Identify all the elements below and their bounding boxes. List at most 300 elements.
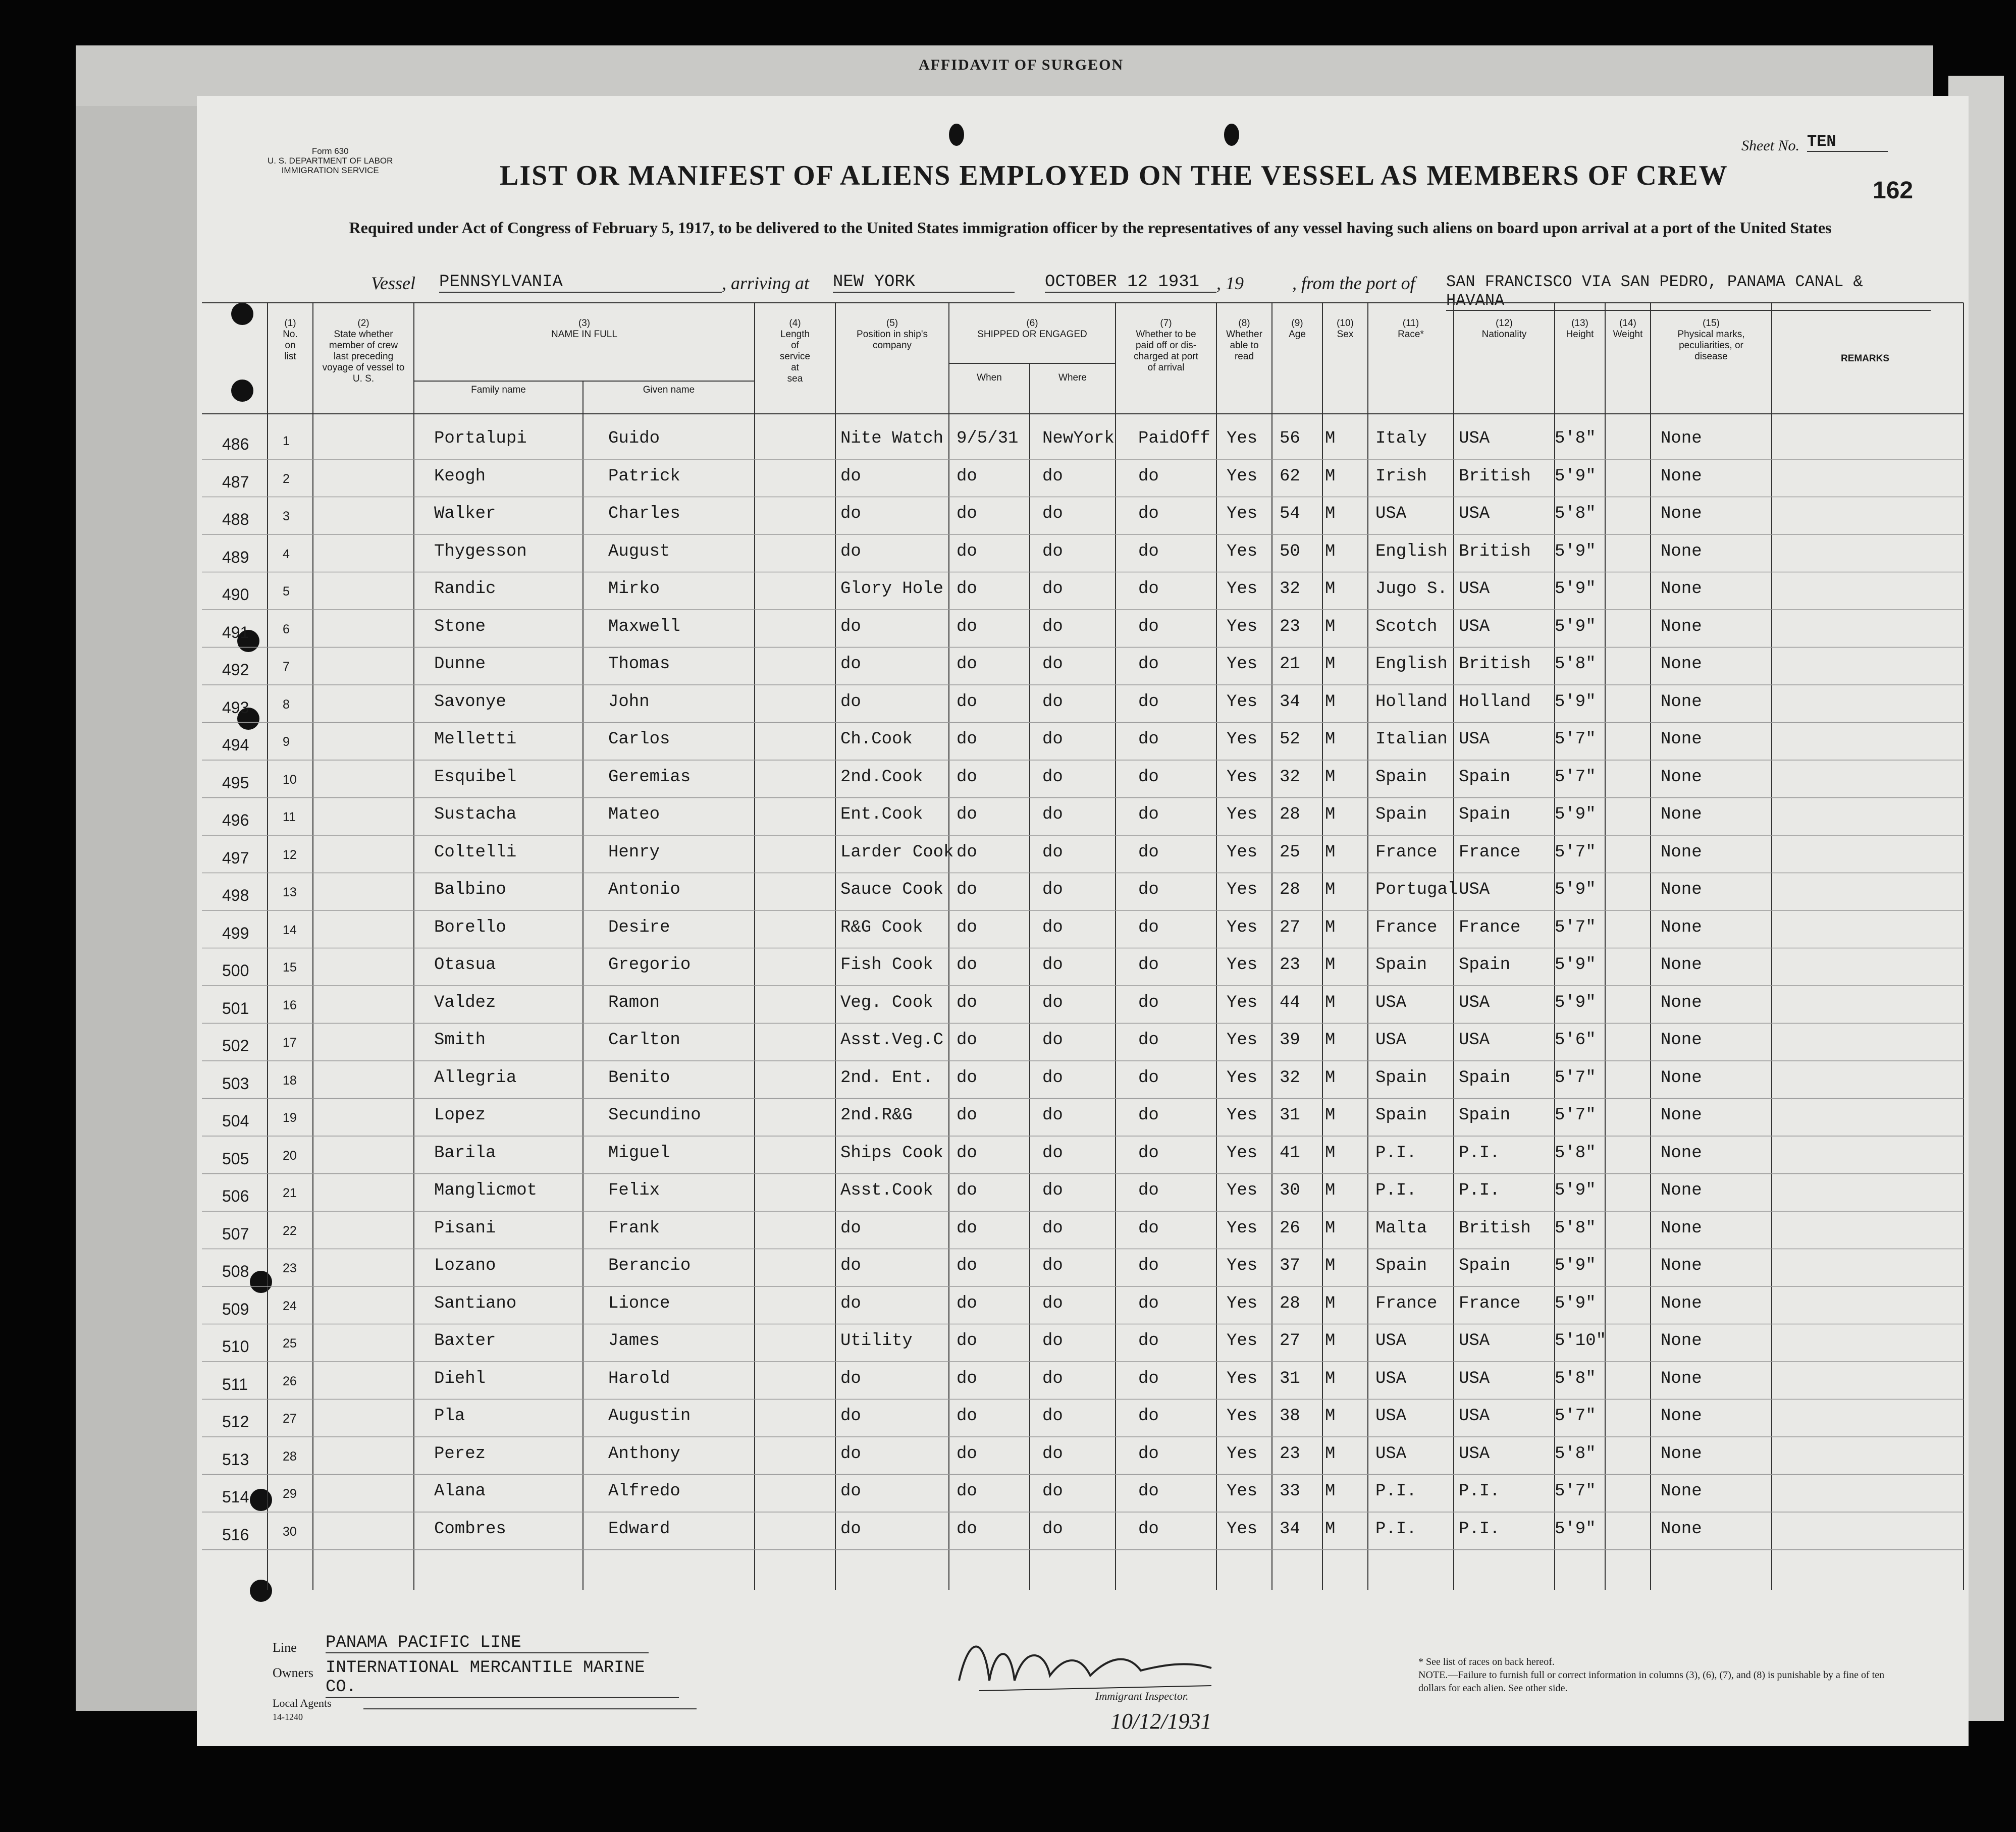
given-name-cell: Gregorio	[608, 955, 691, 975]
family-name-cell: Walker	[434, 504, 496, 523]
height-cell: 5'7"	[1555, 1106, 1596, 1125]
family-name-cell: Borello	[434, 918, 506, 937]
position-cell: do	[840, 1256, 861, 1275]
shipping-line: PANAMA PACIFIC LINE	[326, 1633, 649, 1653]
position-cell: R&G Cook	[840, 918, 923, 937]
race-cell: Spain	[1375, 1256, 1427, 1275]
paid-off-cell: do	[1138, 692, 1159, 712]
shipped-when-cell: do	[957, 466, 977, 486]
nationality-cell: USA	[1459, 1407, 1490, 1426]
family-name-cell: Pisani	[434, 1218, 496, 1238]
physical-marks-cell: None	[1661, 805, 1702, 824]
given-name-cell: Mirko	[608, 579, 660, 599]
family-name-cell: Savonye	[434, 692, 506, 712]
able-to-read-cell: Yes	[1227, 1031, 1258, 1050]
age-cell: 30	[1280, 1181, 1300, 1200]
height-cell: 5'8"	[1555, 655, 1596, 674]
family-name-cell: Thygesson	[434, 542, 527, 561]
sex-cell: M	[1325, 655, 1336, 674]
shipped-where-cell: do	[1042, 692, 1063, 712]
line-number: 509	[222, 1300, 249, 1318]
physical-marks-cell: None	[1661, 504, 1702, 523]
shipped-when-cell: do	[957, 993, 977, 1012]
position-cell: do	[840, 692, 861, 712]
paid-off-cell: do	[1138, 842, 1159, 862]
physical-marks-cell: None	[1661, 655, 1702, 674]
line-number: 504	[222, 1112, 249, 1130]
height-cell: 5'7"	[1555, 1482, 1596, 1501]
nationality-cell: USA	[1459, 730, 1490, 749]
arrival-port: NEW YORK	[833, 273, 1015, 293]
shipped-when-cell: do	[957, 1143, 977, 1163]
given-name-cell: Ramon	[608, 993, 660, 1012]
physical-marks-cell: None	[1661, 1256, 1702, 1275]
line-number: 496	[222, 811, 249, 829]
race-cell: P.I.	[1375, 1519, 1417, 1539]
family-name-cell: Lopez	[434, 1106, 486, 1125]
paid-off-cell: do	[1138, 1294, 1159, 1313]
sex-cell: M	[1325, 955, 1336, 975]
signature-date: 10/12/1931	[1110, 1709, 1212, 1734]
sex-cell: M	[1325, 1519, 1336, 1539]
position-cell: Utility	[840, 1331, 913, 1351]
position-cell: do	[840, 1369, 861, 1388]
paid-off-cell: do	[1138, 542, 1159, 561]
physical-marks-cell: None	[1661, 429, 1702, 448]
position-cell: do	[840, 504, 861, 523]
nationality-cell: Holland	[1459, 692, 1531, 712]
nationality-cell: France	[1459, 918, 1521, 937]
race-cell: USA	[1375, 993, 1407, 1012]
nationality-cell: P.I.	[1459, 1143, 1500, 1163]
position-cell: 2nd.R&G	[840, 1106, 913, 1125]
nationality-cell: P.I.	[1459, 1482, 1500, 1501]
shipped-when-cell: do	[957, 955, 977, 975]
shipped-where-cell: do	[1042, 918, 1063, 937]
race-cell: Spain	[1375, 805, 1427, 824]
race-cell: Scotch	[1375, 617, 1438, 636]
position-cell: 2nd. Ent.	[840, 1068, 933, 1088]
given-name-cell: Antonio	[608, 880, 680, 899]
given-name-cell: Felix	[608, 1181, 660, 1200]
physical-marks-cell: None	[1661, 1331, 1702, 1351]
given-name-cell: August	[608, 542, 670, 561]
paid-off-cell: do	[1138, 504, 1159, 523]
physical-marks-cell: None	[1661, 1369, 1702, 1388]
sex-cell: M	[1325, 429, 1336, 448]
physical-marks-cell: None	[1661, 955, 1702, 975]
able-to-read-cell: Yes	[1227, 1369, 1258, 1388]
physical-marks-cell: None	[1661, 993, 1702, 1012]
page-number: 162	[1873, 177, 1914, 204]
family-name-cell: Melletti	[434, 730, 517, 749]
position-cell: do	[840, 1294, 861, 1313]
position-cell: Veg. Cook	[840, 993, 933, 1012]
line-number: 491	[222, 623, 249, 641]
shipped-where-cell: do	[1042, 767, 1063, 787]
race-cell: Irish	[1375, 466, 1427, 486]
paid-off-cell: do	[1138, 1143, 1159, 1163]
height-cell: 5'10"	[1555, 1331, 1607, 1351]
line-number: 500	[222, 961, 249, 980]
physical-marks-cell: None	[1661, 1294, 1702, 1313]
inspector-label: Immigrant Inspector.	[1095, 1690, 1189, 1702]
race-cell: Spain	[1375, 1106, 1427, 1125]
position-cell: do	[840, 1444, 861, 1464]
able-to-read-cell: Yes	[1227, 1331, 1258, 1351]
owners-label: Owners	[273, 1665, 313, 1680]
given-name-cell: Secundino	[608, 1106, 701, 1125]
header-physical-marks: (15) Physical marks, peculiarities, or disease	[1677, 318, 1745, 362]
sex-cell: M	[1325, 1331, 1336, 1351]
paid-off-cell: do	[1138, 1331, 1159, 1351]
race-cell: France	[1375, 1294, 1438, 1313]
race-cell: Jugo S.	[1375, 579, 1448, 599]
line-number: 497	[222, 848, 249, 867]
given-name-cell: Miguel	[608, 1143, 670, 1163]
vessel-label: Vessel	[371, 273, 415, 293]
paid-off-cell: do	[1138, 1181, 1159, 1200]
shipped-where-cell: do	[1042, 1519, 1063, 1539]
paid-off-cell: do	[1138, 1068, 1159, 1088]
header-height: (13) Height	[1566, 318, 1594, 340]
age-cell: 34	[1280, 1519, 1300, 1539]
given-name-cell: Harold	[608, 1369, 670, 1388]
sex-cell: M	[1325, 1106, 1336, 1125]
race-cell: France	[1375, 842, 1438, 862]
line-number: 498	[222, 886, 249, 904]
race-cell: France	[1375, 918, 1438, 937]
footnote	[1418, 1655, 1903, 1695]
line-number: 486	[222, 435, 249, 453]
list-number: 17	[283, 1036, 297, 1050]
height-cell: 5'9"	[1555, 542, 1596, 561]
shipped-where-cell: do	[1042, 1482, 1063, 1501]
header-shipped-engaged: (6) SHIPPED OR ENGAGED	[977, 318, 1087, 340]
line-number: 511	[222, 1375, 248, 1393]
line-number: 488	[222, 510, 249, 528]
physical-marks-cell: None	[1661, 880, 1702, 899]
position-cell: do	[840, 466, 861, 486]
list-number: 16	[283, 998, 297, 1012]
shipped-when-cell: do	[957, 1331, 977, 1351]
document-title: LIST OR MANIFEST OF ALIENS EMPLOYED ON THE VESSEL AS MEMBERS OF CREW	[500, 160, 1728, 191]
family-name-cell: Dunne	[434, 655, 486, 674]
shipped-where-cell: do	[1042, 1143, 1063, 1163]
paid-off-cell: do	[1138, 1031, 1159, 1050]
header-last-voyage: (2) State whether member of crew last preceding voyage of vessel to U. S.	[322, 318, 405, 384]
age-cell: 28	[1280, 880, 1300, 899]
header-remarks: REMARKS	[1840, 353, 1890, 364]
family-name-cell: Sustacha	[434, 805, 517, 824]
shipped-where-cell: do	[1042, 617, 1063, 636]
sex-cell: M	[1325, 692, 1336, 712]
list-number: 13	[283, 885, 297, 899]
header-able-to-read: (8) Whether able to read	[1226, 318, 1262, 362]
nationality-cell: USA	[1459, 579, 1490, 599]
race-cell: P.I.	[1375, 1143, 1417, 1163]
shipped-where-cell: do	[1042, 542, 1063, 561]
arrival-date: OCTOBER 12 1931	[1045, 273, 1216, 293]
sex-cell: M	[1325, 1444, 1336, 1464]
shipped-when-cell: do	[957, 1106, 977, 1125]
position-cell: Asst.Veg.C	[840, 1031, 944, 1050]
given-name-cell: Maxwell	[608, 617, 680, 636]
age-cell: 27	[1280, 918, 1300, 937]
header-family-name: Family name	[471, 385, 526, 395]
sex-cell: M	[1325, 1068, 1336, 1088]
position-cell: Larder Cook	[840, 842, 954, 862]
agents-underline	[363, 1708, 697, 1709]
family-name-cell: Pla	[434, 1407, 465, 1426]
nationality-cell: France	[1459, 842, 1521, 862]
able-to-read-cell: Yes	[1227, 805, 1258, 824]
height-cell: 5'8"	[1555, 1143, 1596, 1163]
family-name-cell: Stone	[434, 617, 486, 636]
age-cell: 50	[1280, 542, 1300, 561]
shipped-where-cell: do	[1042, 1294, 1063, 1313]
line-label: Line	[273, 1640, 297, 1655]
paid-off-cell: do	[1138, 579, 1159, 599]
age-cell: 38	[1280, 1407, 1300, 1426]
age-cell: 32	[1280, 767, 1300, 787]
physical-marks-cell: None	[1661, 617, 1702, 636]
list-number: 22	[283, 1223, 297, 1238]
age-cell: 27	[1280, 1331, 1300, 1351]
shipped-when-cell: do	[957, 1482, 977, 1501]
height-cell: 5'9"	[1555, 955, 1596, 975]
given-name-cell: Frank	[608, 1218, 660, 1238]
height-cell: 5'9"	[1555, 880, 1596, 899]
nationality-cell: P.I.	[1459, 1181, 1500, 1200]
race-cell: USA	[1375, 1031, 1407, 1050]
sex-cell: M	[1325, 805, 1336, 824]
height-cell: 5'9"	[1555, 993, 1596, 1012]
sex-cell: M	[1325, 1256, 1336, 1275]
sex-cell: M	[1325, 1143, 1336, 1163]
age-cell: 28	[1280, 805, 1300, 824]
able-to-read-cell: Yes	[1227, 1444, 1258, 1464]
height-cell: 5'6"	[1555, 1031, 1596, 1050]
list-number: 30	[283, 1524, 297, 1539]
race-cell: Spain	[1375, 767, 1427, 787]
height-cell: 5'7"	[1555, 1407, 1596, 1426]
able-to-read-cell: Yes	[1227, 918, 1258, 937]
sex-cell: M	[1325, 880, 1336, 899]
family-name-cell: Smith	[434, 1031, 486, 1050]
shipped-when-cell: do	[957, 1256, 977, 1275]
physical-marks-cell: None	[1661, 842, 1702, 862]
able-to-read-cell: Yes	[1227, 1294, 1258, 1313]
shipped-where-cell: do	[1042, 1407, 1063, 1426]
able-to-read-cell: Yes	[1227, 1218, 1258, 1238]
age-cell: 37	[1280, 1256, 1300, 1275]
line-number: 503	[222, 1074, 249, 1093]
height-cell: 5'7"	[1555, 730, 1596, 749]
shipped-when-cell: do	[957, 542, 977, 561]
physical-marks-cell: None	[1661, 1031, 1702, 1050]
header-age: (9) Age	[1289, 318, 1306, 340]
position-cell: Ent.Cook	[840, 805, 923, 824]
line-number: 492	[222, 661, 249, 679]
age-cell: 21	[1280, 655, 1300, 674]
sex-cell: M	[1325, 918, 1336, 937]
shipped-where-cell: do	[1042, 730, 1063, 749]
list-number: 10	[283, 772, 297, 787]
race-cell: USA	[1375, 1407, 1407, 1426]
paid-off-cell: do	[1138, 1106, 1159, 1125]
nationality-cell: USA	[1459, 1369, 1490, 1388]
sex-cell: M	[1325, 842, 1336, 862]
list-number: 15	[283, 960, 297, 975]
local-agents-label: Local Agents	[273, 1697, 332, 1709]
family-name-cell: Keogh	[434, 466, 486, 486]
paid-off-cell: do	[1138, 993, 1159, 1012]
nationality-cell: Spain	[1459, 1106, 1511, 1125]
shipped-where-cell: NewYork	[1042, 429, 1115, 448]
list-number: 28	[283, 1449, 297, 1464]
document-subtitle: Required under Act of Congress of February 5, 1917, to be delivered to the United States immigration officer by the representatives of any vessel having such aliens on board upon arrival at a port of the United States	[349, 219, 1832, 237]
age-cell: 23	[1280, 1444, 1300, 1464]
able-to-read-cell: Yes	[1227, 655, 1258, 674]
nationality-cell: British	[1459, 655, 1531, 674]
race-cell: Spain	[1375, 1068, 1427, 1088]
given-name-cell: Augustin	[608, 1407, 691, 1426]
header-list-no: (1) No. on list	[283, 318, 298, 362]
able-to-read-cell: Yes	[1227, 955, 1258, 975]
list-number: 27	[283, 1412, 297, 1426]
physical-marks-cell: None	[1661, 1106, 1702, 1125]
list-number: 4	[283, 547, 290, 561]
race-cell: USA	[1375, 504, 1407, 523]
shipped-where-cell: do	[1042, 1369, 1063, 1388]
header-sex: (10) Sex	[1337, 318, 1354, 340]
able-to-read-cell: Yes	[1227, 542, 1258, 561]
race-cell: English	[1375, 655, 1448, 674]
age-cell: 25	[1280, 842, 1300, 862]
sex-cell: M	[1325, 1407, 1336, 1426]
shipped-where-cell: do	[1042, 1031, 1063, 1050]
family-name-cell: Valdez	[434, 993, 496, 1012]
nationality-cell: Spain	[1459, 805, 1511, 824]
position-cell: do	[840, 1218, 861, 1238]
shipped-where-cell: do	[1042, 1331, 1063, 1351]
shipped-where-cell: do	[1042, 842, 1063, 862]
nationality-cell: USA	[1459, 617, 1490, 636]
shipped-when-cell: do	[957, 692, 977, 712]
header-given-name: Given name	[643, 385, 695, 395]
family-name-cell: Baxter	[434, 1331, 496, 1351]
list-number: 24	[283, 1299, 297, 1313]
vessel-name: PENNSYLVANIA	[439, 273, 722, 293]
line-number: 494	[222, 736, 249, 754]
nationality-cell: British	[1459, 542, 1531, 561]
physical-marks-cell: None	[1661, 1181, 1702, 1200]
nationality-cell: France	[1459, 1294, 1521, 1313]
race-cell: P.I.	[1375, 1482, 1417, 1501]
family-name-cell: Combres	[434, 1519, 506, 1539]
shipped-when-cell: do	[957, 579, 977, 599]
position-cell: 2nd.Cook	[840, 767, 923, 787]
height-cell: 5'9"	[1555, 1519, 1596, 1539]
shipped-when-cell: 9/5/31	[957, 429, 1019, 448]
line-number: 514	[222, 1488, 249, 1506]
physical-marks-cell: None	[1661, 466, 1702, 486]
position-cell: do	[840, 617, 861, 636]
physical-marks-cell: None	[1661, 1444, 1702, 1464]
given-name-cell: Edward	[608, 1519, 670, 1539]
shipped-when-cell: do	[957, 880, 977, 899]
physical-marks-cell: None	[1661, 692, 1702, 712]
given-name-cell: James	[608, 1331, 660, 1351]
physical-marks-cell: None	[1661, 1519, 1702, 1539]
shipped-when-cell: do	[957, 842, 977, 862]
line-number: 499	[222, 924, 249, 942]
shipped-when-cell: do	[957, 1519, 977, 1539]
shipped-when-cell: do	[957, 655, 977, 674]
able-to-read-cell: Yes	[1227, 617, 1258, 636]
family-name-cell: Allegria	[434, 1068, 517, 1088]
position-cell: do	[840, 1519, 861, 1539]
physical-marks-cell: None	[1661, 1143, 1702, 1163]
sex-cell: M	[1325, 1218, 1336, 1238]
physical-marks-cell: None	[1661, 542, 1702, 561]
able-to-read-cell: Yes	[1227, 579, 1258, 599]
physical-marks-cell: None	[1661, 1218, 1702, 1238]
shipped-when-cell: do	[957, 1444, 977, 1464]
shipped-when-cell: do	[957, 1294, 977, 1313]
shipped-when-cell: do	[957, 617, 977, 636]
race-cell: USA	[1375, 1331, 1407, 1351]
given-name-cell: Lionce	[608, 1294, 670, 1313]
form-note: Form 630 U. S. DEPARTMENT OF LABOR IMMIGRATION SERVICE	[268, 146, 393, 175]
family-name-cell: Balbino	[434, 880, 506, 899]
sex-cell: M	[1325, 542, 1336, 561]
shipped-when-cell: do	[957, 730, 977, 749]
shipped-when-cell: do	[957, 1031, 977, 1050]
nationality-cell: P.I.	[1459, 1519, 1500, 1539]
list-number: 12	[283, 847, 297, 862]
race-cell: P.I.	[1375, 1181, 1417, 1200]
penalty-note: NOTE.—Failure to furnish full or correct information in columns (3), (6), (7), and (8) is punishable by a fine of ten dollars for each alien. See other side.	[1418, 1669, 1885, 1694]
paid-off-cell: do	[1138, 1407, 1159, 1426]
sex-cell: M	[1325, 1031, 1336, 1050]
given-name-cell: Guido	[608, 429, 660, 448]
age-cell: 32	[1280, 579, 1300, 599]
able-to-read-cell: Yes	[1227, 1106, 1258, 1125]
age-cell: 33	[1280, 1482, 1300, 1501]
nationality-cell: USA	[1459, 429, 1490, 448]
list-number: 1	[283, 434, 290, 448]
paid-off-cell: do	[1138, 730, 1159, 749]
race-cell: English	[1375, 542, 1448, 561]
position-cell: do	[840, 1407, 861, 1426]
year-label: , 19	[1216, 273, 1244, 293]
given-name-cell: Benito	[608, 1068, 670, 1088]
position-cell: do	[840, 542, 861, 561]
line-number: 507	[222, 1224, 249, 1243]
header-when: When	[977, 372, 1002, 383]
height-cell: 5'8"	[1555, 1218, 1596, 1238]
height-cell: 5'7"	[1555, 767, 1596, 787]
list-number: 26	[283, 1374, 297, 1388]
race-cell: Malta	[1375, 1218, 1427, 1238]
shipped-where-cell: do	[1042, 655, 1063, 674]
height-cell: 5'8"	[1555, 429, 1596, 448]
shipped-where-cell: do	[1042, 805, 1063, 824]
able-to-read-cell: Yes	[1227, 767, 1258, 787]
list-number: 29	[283, 1487, 297, 1501]
